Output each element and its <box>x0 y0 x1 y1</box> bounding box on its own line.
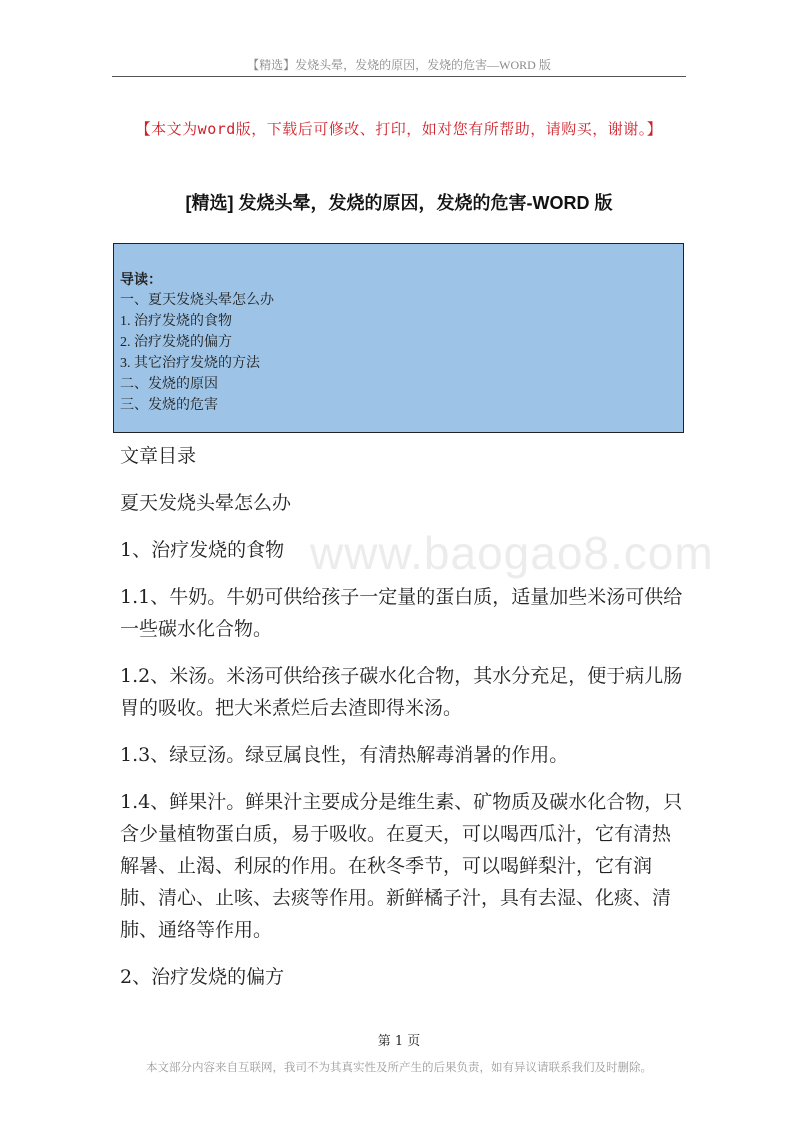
subsection-heading: 1、治疗发烧的食物 <box>120 539 285 561</box>
body-paragraph: 1.4、鲜果汁。鲜果汁主要成分是维生素、矿物质及碳水化合物，只含少量植物蛋白质，易于吸收。在夏天，可以喝西瓜汁，它有清热解暑、止渴、利尿的作用。在秋冬季节，可以喝鲜梨汁，它有润肺、清心、止咳、去痰等作用。新鲜橘子汁，具有去湿、化痰、清肺、通络等作用。 <box>120 791 683 941</box>
document-title: [精选] 发烧头晕，发烧的原因，发烧的危害-WORD 版 <box>185 193 613 213</box>
guide-item: 一、夏天发烧头晕怎么办 <box>120 293 274 308</box>
header-divider <box>112 76 686 77</box>
guide-item: 1. 治疗发烧的食物 <box>120 314 232 329</box>
body-paragraph: 1.3、绿豆汤。绿豆属良性，有清热解毒消暑的作用。 <box>120 744 569 766</box>
watermark: www.baogao8.com <box>310 527 714 579</box>
subsection-heading: 2、治疗发烧的偏方 <box>120 966 285 988</box>
article-body <box>120 440 686 1008</box>
body-paragraph: 1.2、米汤。米汤可供给孩子碳水化合物，其水分充足，便于病儿肠胃的吸收。把大米煮烂后去渣即得米汤。 <box>120 665 683 719</box>
footer-disclaimer: 本文部分内容来自互联网，我司不为其真实性及所产生的后果负责，如有异议请联系我们及时删除。 <box>146 1060 652 1074</box>
body-paragraph: 1.1、牛奶。牛奶可供给孩子一定量的蛋白质，适量加些米汤可供给一些碳水化合物。 <box>120 586 683 640</box>
guide-item: 三、发烧的危害 <box>120 398 218 413</box>
toc-heading: 文章目录 <box>120 445 197 467</box>
word-version-notice: 【本文为word版，下载后可修改、打印，如对您有所帮助，请购买，谢谢。】 <box>135 120 663 138</box>
section-heading: 夏天发烧头晕怎么办 <box>120 492 292 514</box>
guide-box <box>113 243 684 433</box>
page-number: 第 1 页 <box>377 1034 421 1049</box>
guide-item: 二、发烧的原因 <box>120 377 218 392</box>
running-header: 【精选】发烧头晕，发烧的原因，发烧的危害—WORD 版 <box>247 58 551 72</box>
guide-item: 3. 其它治疗发烧的方法 <box>120 356 260 371</box>
guide-item: 2. 治疗发烧的偏方 <box>120 335 232 350</box>
guide-label: 导读： <box>120 271 162 287</box>
